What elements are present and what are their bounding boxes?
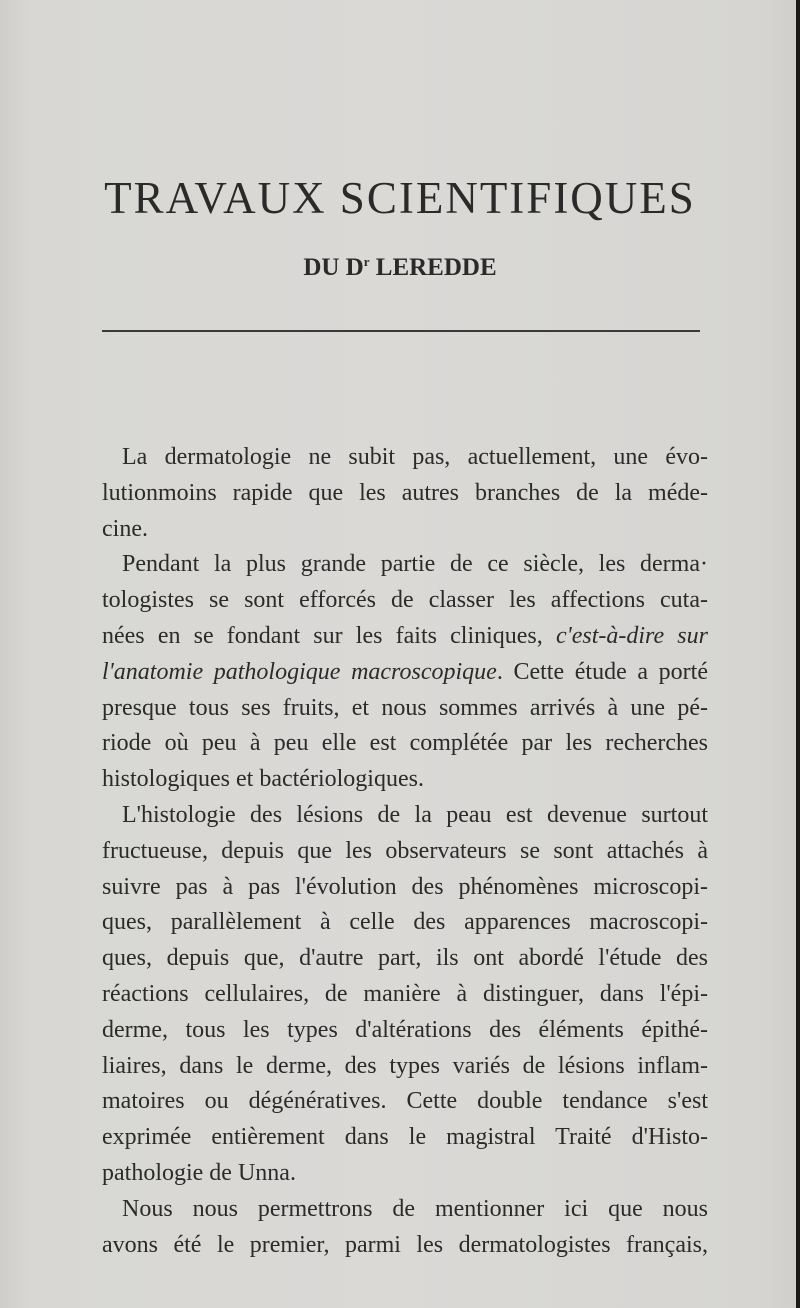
text-line: Pendant la plus grande partie de ce siècle, les derma· xyxy=(122,551,708,578)
text-line-mixed xyxy=(102,619,708,655)
title-rule xyxy=(102,330,700,332)
text-line: réactions cellulaires, de manière à distinguer, dans l'épi- xyxy=(102,980,708,1007)
subtitle-name: LEREDDE xyxy=(369,254,497,281)
text-line: riode où peu à peu elle est complétée par les recherches xyxy=(102,730,708,757)
text-line: suivre pas à pas l'évolution des phénomènes microscopi- xyxy=(102,873,708,900)
paragraph-1 xyxy=(102,440,708,547)
text-line: L'histologie des lésions de la peau est devenue surtout xyxy=(122,801,708,828)
text-line: lutionmoins rapide que les autres branches de la méde- xyxy=(102,479,708,506)
text-line: tologistes se sont efforcés de classer les affections cuta- xyxy=(102,587,708,614)
text-line: ques, parallèlement à celle des apparences macroscopi- xyxy=(102,909,708,936)
text-line: Nous nous permettrons de mentionner ici que nous xyxy=(122,1195,708,1222)
text-line: pathologie de Unna. xyxy=(102,1159,296,1186)
text-run-italic: l'anatomie pathologique macroscopique xyxy=(102,658,497,685)
text-line: exprimée entièrement dans le magistral Traité d'Histo- xyxy=(102,1124,708,1151)
subtitle-superscript: r xyxy=(363,254,370,269)
text-line: derme, tous les types d'altérations des éléments épithé- xyxy=(102,1016,708,1043)
page-title: TRAVAUX SCIENTIFIQUES xyxy=(104,173,696,223)
text-line: liaires, dans le derme, des types variés de lésions inflam- xyxy=(102,1052,708,1079)
body-text xyxy=(102,440,708,1263)
text-line: matoires ou dégénératives. Cette double tendance s'est xyxy=(102,1088,708,1115)
text-line: cine. xyxy=(102,515,148,542)
text-line: ques, depuis que, d'autre part, ils ont abordé l'étude des xyxy=(102,945,708,972)
text-line: avons été le premier, parmi les dermatologistes français, xyxy=(102,1231,708,1258)
paragraph-4 xyxy=(102,1192,708,1264)
text-run: . Cette étude a porté xyxy=(496,658,708,685)
text-line: presque tous ses fruits, et nous sommes arrivés à une pé- xyxy=(102,694,708,721)
text-run: nées en se fondant sur les faits cliniques, xyxy=(102,622,556,649)
subtitle-prefix: DU D xyxy=(303,254,364,281)
page-subtitle xyxy=(0,254,800,282)
text-line: La dermatologie ne subit pas, actuellement, une évo- xyxy=(122,444,708,470)
text-line: histologiques et bactériologiques. xyxy=(102,766,424,793)
text-line-mixed xyxy=(102,655,708,691)
text-line: fructueuse, depuis que les observateurs se sont attachés à xyxy=(102,837,708,864)
text-run-italic: c'est-à-dire sur xyxy=(555,622,708,649)
paragraph-2 xyxy=(102,547,708,798)
paragraph-3 xyxy=(102,798,708,1192)
